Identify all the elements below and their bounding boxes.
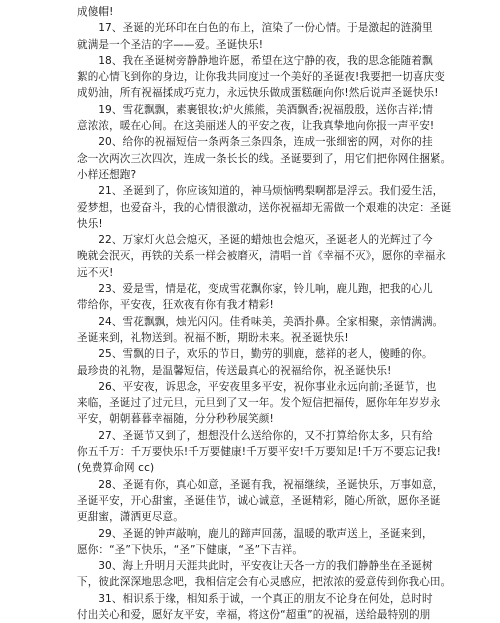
text-line: 31、相识系于缘，相知系于诚，一个真正的朋友不论身在何处，总时时: [98, 592, 433, 605]
text-line: 带给你，平安夜，狂欢夜有你有我才精彩!: [77, 299, 274, 312]
text-line: 22、万家灯火总会熄灭，圣诞的蜡烛也会熄灭，圣诞老人的光辉过了今: [98, 234, 433, 247]
paragraph: [77, 591, 433, 623]
paragraph: [77, 20, 433, 53]
text-line: 远不灭!: [77, 266, 114, 279]
text-line: 30、海上升明月天涯共此时，平安夜让天各一方的我们静静坐在圣诞树: [98, 560, 433, 573]
text-line: 下，彼此深深地思念吧，我相信定会有心灵感应，把浓浓的爱意传到你我心田。: [77, 576, 452, 589]
text-line: 18、我在圣诞树旁静静地许愿，希望在这宁静的夜，我的思念能随着飘: [98, 54, 433, 67]
paragraph: [77, 232, 446, 281]
paragraph: [77, 477, 444, 526]
paragraph: [77, 428, 441, 477]
text-line: 就满是一个圣洁的字——爱。圣诞快乐!: [77, 38, 264, 51]
text-line: 成奶油，所有祝福揉成巧克力，永远快乐做成蛋糕砸向你!然后说声圣诞快乐!: [77, 87, 439, 100]
text-line: 你五千万：千万要快乐!千万要健康!千万要平安!千万要知足!千万不要忘记我!: [77, 446, 441, 459]
text-line: 付出关心和爱，愿好友平安，幸福，将这份“超重”的祝福，送给最特别的朋: [77, 608, 431, 621]
paragraph: [77, 379, 441, 428]
text-line: 絮的心情飞到你的身边，让你我共同度过一个美好的圣诞夜!我要把一切喜庆变: [77, 71, 445, 84]
text-line: 小样还想跑?: [77, 168, 137, 181]
text-line: 晚就会泯灭，再铁的关系一样会被磨灭，清唱一首《幸福不灭》，愿你的幸福永: [77, 250, 446, 263]
paragraph: [77, 183, 452, 232]
paragraph: [77, 102, 435, 135]
text-line: (免费算命网 cc): [77, 462, 155, 475]
text-line: 来临，圣诞过了过元旦，元旦到了又一年。发个短信把福传，愿你年年岁岁永: [77, 397, 441, 410]
text-line: 17、圣诞的光环印在白色的布上，渲染了一份心情。于是激起的涟漪里: [98, 22, 433, 35]
text-line: 20、给你的祝福短信一条两条三条四条，连成一张细密的网，对你的挂: [98, 136, 433, 149]
text-line: 更甜蜜，潇洒更尽意。: [77, 511, 184, 524]
paragraph: [77, 4, 425, 20]
text-line: 平安，朝朝暮暮幸福随，分分秒秒展笑颜!: [77, 413, 274, 426]
paragraph: [77, 281, 433, 314]
text-line: 29、圣诞的钟声敲响，鹿儿的蹄声回荡，温暖的歌声送上，圣诞来到，: [98, 527, 433, 540]
text-line: 快乐!: [77, 217, 103, 230]
text-line: 最珍贵的礼物，是温馨短信，传送最真心的祝福给你，祝圣诞快乐!: [77, 364, 392, 377]
paragraph: [77, 314, 444, 347]
text-line: 成傻帽!: [77, 6, 114, 18]
text-line: 爱梦想，也爱奋斗，我的心情很激动，送你祝福却无需做一个艰难的决定：圣诞: [77, 201, 452, 214]
paragraph: [77, 134, 452, 183]
text-line: 24、雪花飘飘，烛光闪闪。佳肴味美，美酒扑鼻。全家相聚，亲情满满。: [98, 315, 444, 328]
text-line: 19、雪花飘飘，素裹银妆;炉火熊熊，美酒飘香;祝福殷殷，送你吉祥;情: [98, 103, 433, 116]
text-line: 28、圣诞有你，真心如意，圣诞有我，祝福继续，圣诞快乐，万事如意，: [98, 478, 444, 491]
text-line: 26、平安夜，诉思念，平安夜里多平安，祝你事业永远向前;圣诞节，也: [98, 380, 437, 393]
paragraph: [77, 346, 433, 379]
text-line: 意浓浓，暖在心间。在这美丽迷人的平安之夜，让我真挚地向你报一声平安!: [77, 120, 435, 133]
text-line: 圣诞来到，礼物送到。祝福不断，期盼未来。祝圣诞快乐!: [77, 331, 349, 344]
text-line: 愿你：“圣”下快乐，“圣”下健康，“圣”下吉祥。: [77, 543, 304, 556]
text-line: 23、爱是雪，情是花，变成雪花飘你家，铃儿响，鹿儿跑，把我的心儿: [98, 283, 433, 296]
document-body: [77, 4, 452, 623]
paragraph: [77, 558, 452, 591]
text-line: 圣诞平安，开心甜蜜，圣诞佳节，诚心诚意，圣诞精彩，随心所欲，愿你圣诞: [77, 494, 441, 507]
text-line: 念一次两次三次四次，连成一条长长的线。圣诞要到了，用它们把你网住捆紧。: [77, 152, 452, 165]
paragraph: [77, 526, 433, 559]
text-line: 25、雪飘的日子，欢乐的节日，勤劳的驯鹿，慈祥的老人，傻睡的你。: [98, 348, 433, 361]
text-line: 27、圣诞节又到了，想想没什么送给你的，又不打算给你太多，只有给: [98, 429, 433, 442]
paragraph: [77, 53, 445, 102]
text-line: 21、圣诞到了，你应该知道的，神马烦恼鸭梨啊都是浮云。我们爱生活，: [98, 185, 444, 198]
